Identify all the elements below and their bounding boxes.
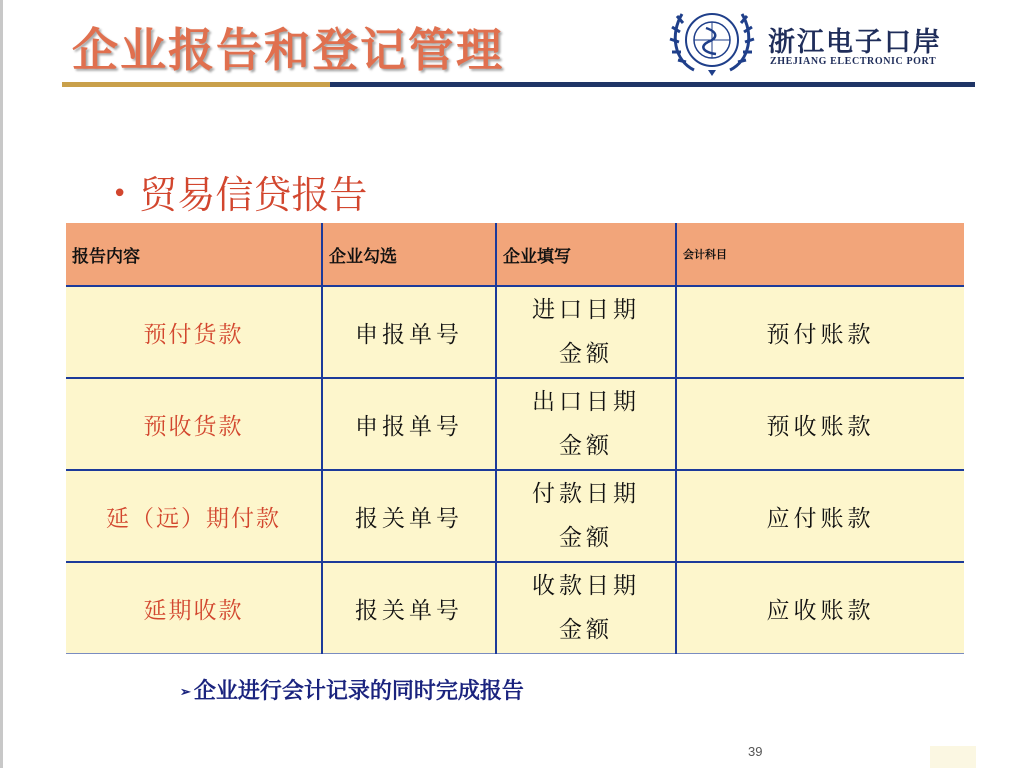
corner-decoration [930, 746, 976, 768]
header-report-content: 报告内容 [66, 223, 322, 286]
table-row [66, 286, 964, 378]
cell-accounting-subject: 预收账款 [676, 378, 964, 470]
cell-fill-fields [496, 562, 676, 654]
title-underline-navy [330, 82, 975, 87]
table-row [66, 378, 964, 470]
cell-select-field: 申报单号 [322, 286, 496, 378]
cell-select-field: 报关单号 [322, 470, 496, 562]
fill-field-amount: 金额 [559, 341, 613, 367]
header-enterprise-fill: 企业填写 [496, 223, 676, 286]
cell-accounting-subject: 应收账款 [676, 562, 964, 654]
logo-chinese-name: 浙江电子口岸 [768, 27, 942, 58]
zhejiang-electronic-port-logo [664, 4, 976, 78]
table-row [66, 470, 964, 562]
un-style-laurel-seal-icon [664, 4, 760, 78]
fill-field-amount: 金额 [559, 525, 613, 551]
cell-fill-fields [496, 470, 676, 562]
fill-field-date: 出口日期 [532, 389, 640, 415]
footnote-text: 企业进行会计记录的同时完成报告 [193, 678, 524, 704]
table-row [66, 562, 964, 654]
bullet-heading-text: 贸易信贷报告 [139, 173, 368, 217]
table-header-row [66, 223, 964, 286]
fill-field-amount: 金额 [559, 433, 613, 459]
footnote [180, 674, 524, 705]
fill-field-date: 收款日期 [532, 573, 640, 599]
cell-fill-fields [496, 378, 676, 470]
cell-report-item: 延（远）期付款 [66, 470, 322, 562]
cell-fill-fields [496, 286, 676, 378]
cell-report-item: 预付货款 [66, 286, 322, 378]
bullet-heading [112, 164, 367, 219]
logo-english-name: ZHEJIANG ELECTRONIC PORT [770, 56, 937, 67]
header-accounting-subject: 会计科目 [676, 223, 964, 286]
slide-title: 企业报告和登记管理 [72, 23, 504, 77]
cell-select-field: 报关单号 [322, 562, 496, 654]
fill-field-date: 付款日期 [532, 481, 640, 507]
fill-field-amount: 金额 [559, 617, 613, 643]
cell-report-item: 预收货款 [66, 378, 322, 470]
cell-accounting-subject: 预付账款 [676, 286, 964, 378]
cell-select-field: 申报单号 [322, 378, 496, 470]
bullet-dot-icon: • [112, 179, 128, 209]
trade-credit-report-table [66, 223, 964, 654]
title-underline-gold [62, 82, 330, 87]
cell-report-item: 延期收款 [66, 562, 322, 654]
arrow-bullet-icon: ➢ [180, 685, 191, 700]
cell-accounting-subject: 应付账款 [676, 470, 964, 562]
page-number: 39 [748, 744, 763, 759]
header-enterprise-select: 企业勾选 [322, 223, 496, 286]
left-border-rule [0, 0, 3, 768]
fill-field-date: 进口日期 [532, 297, 640, 323]
